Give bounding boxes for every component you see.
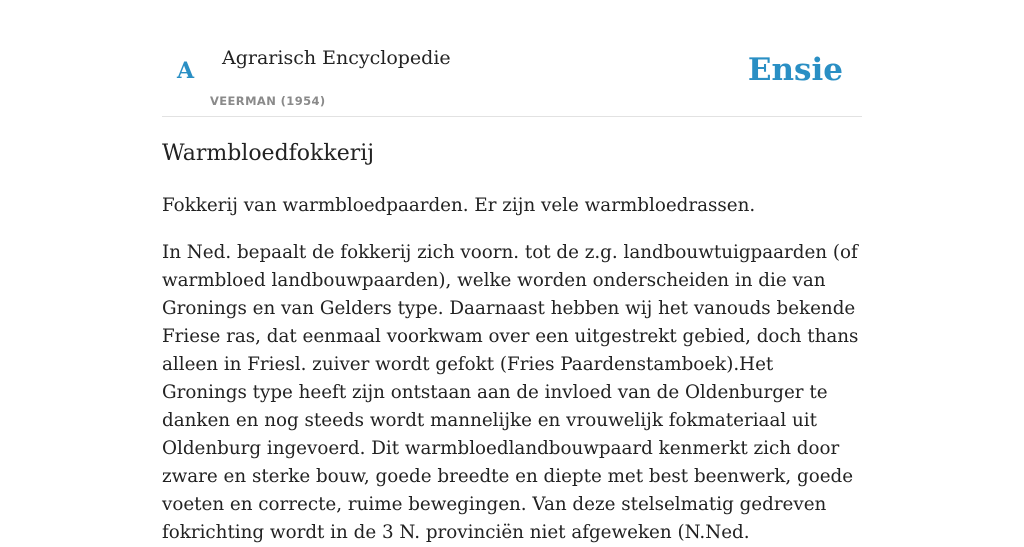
ensie-logo-link[interactable]: Ensie xyxy=(747,52,843,88)
article-paragraph: Fokkerij van warmbloedpaarden. Er zijn vele warmbloedrassen. xyxy=(162,195,756,216)
letter-index-link[interactable]: A xyxy=(177,58,195,84)
article xyxy=(162,138,862,547)
article-paragraph: In Ned. bepaalt de fokkerij zich voorn. tot de z.g. landbouwtuigpaarden (of warmbloed landbouwpaarden), welke worden onderscheiden in die van Gronings en van Gelders type. Daarnaast hebben wij het vanouds bekende Friese ras, dat eenmaal voorkwam over een uitgestrekt gebied, doch thans alleen in Friesl. zuiver wordt gefokt (Fries Paardenstamboek).Het Gronings type heeft zijn ontstaan aan de invloed van de Oldenburger te danken en nog steeds wordt mannelijke en vrouwelijk fokmateriaal uit Oldenburg ingevoerd. Dit warmbloedlandbouwpaard kenmerkt zich door zware en sterke bouw, goede breedte en diepte met best beenwerk, goede voeten en correcte, ruime bewegingen. Van deze stelselmatig gedreven fokrichting wordt in de 3 N. provinciën niet afgeweken (N.Ned. xyxy=(162,242,859,543)
source-subtitle: VEERMAN (1954) xyxy=(210,94,326,108)
source-title-link[interactable]: Agrarisch Encyclopedie xyxy=(222,47,451,69)
source-header xyxy=(162,0,862,117)
article-title: Warmbloedfokkerij xyxy=(162,141,375,166)
